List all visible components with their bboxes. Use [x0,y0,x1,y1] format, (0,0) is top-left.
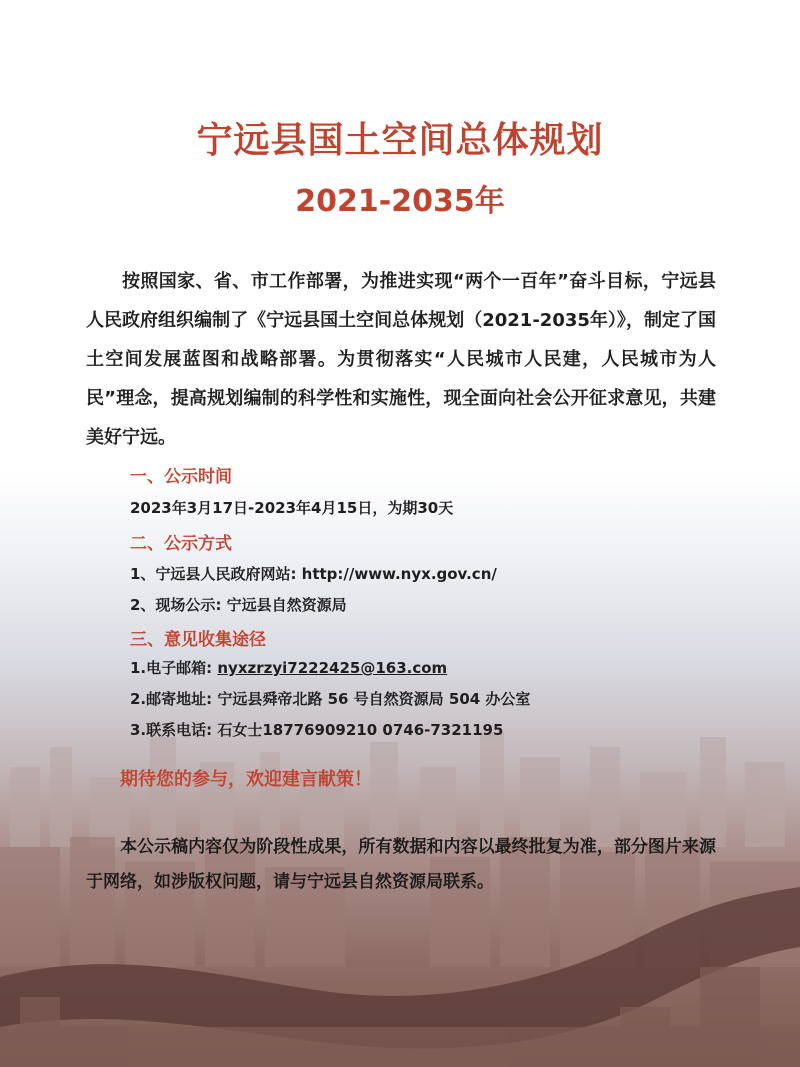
email-label: 1.电子邮箱: [130,659,218,677]
page-title: 宁远县国土空间总体规划 [196,120,604,161]
slogan-text: 期待您的参与，欢迎建言献策！ [120,769,372,790]
feedback-phone-text: 3.联系电话: 石女士18776909210 0746-7321195 [130,721,504,739]
method-onsite-text: 2、现场公示: 宁远县自然资源局 [130,596,347,614]
method-website-text: 1、宁远县人民政府网站: http://www.nyx.gov.cn/ [130,565,497,583]
publicity-period-text: 2023年3月17日-2023年4月15日，为期30天 [130,499,454,517]
section-heading-feedback: 三、意见收集途径 [130,630,266,650]
disclaimer-paragraph: 本公示稿内容仅为阶段性成果，所有数据和内容以最终批复为准，部分图片来源于网络，如涉版权问题，请与宁远县自然资源局联系。 [86,837,716,892]
intro-paragraph: 按照国家、省、市工作部署，为推进实现“两个一百年”奋斗目标，宁远县人民政府组织编制了《宁远县国土空间总体规划（2021-2035年）》，制定了国土空间发展蓝图和战略部署。为贯彻落实“人民城市人民建，人民城市为人民”理念，提高规划编制的科学性和实施性，现全面向社会公开征求意见，共建美好宁远。 [86,271,716,448]
email-link[interactable]: nyxzrzyi7222425@163.com [217,659,448,677]
feedback-email-line [130,657,447,678]
page-subtitle-years: 2021-2035年 [295,184,505,219]
feedback-address-text: 2.邮寄地址: 宁远县舜帝北路 56 号自然资源局 504 办公室 [130,690,531,708]
section-heading-method: 二、公示方式 [130,534,232,554]
section-heading-time: 一、公示时间 [130,467,232,487]
